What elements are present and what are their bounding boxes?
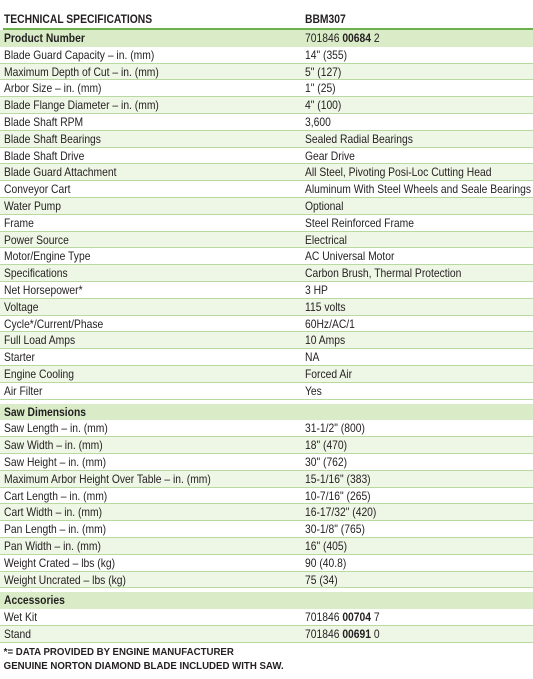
row-value: 10 Amps: [305, 333, 346, 348]
table-row: [0, 80, 533, 97]
row-label: Power Source: [4, 232, 69, 247]
table-row: [0, 299, 533, 316]
row-label: Maximum Depth of Cut – in. (mm): [4, 64, 159, 79]
row-label: Cycle*/Current/Phase: [4, 316, 104, 331]
row-label: Saw Height – in. (mm): [4, 454, 107, 469]
row-value: 30-1/8" (765): [305, 522, 365, 537]
row-value: 15-1/16" (383): [305, 471, 371, 486]
row-label: Wet Kit: [4, 610, 38, 625]
row-label: Cart Length – in. (mm): [4, 488, 108, 503]
row-value: Optional: [305, 198, 344, 213]
row-label: Blade Flange Diameter – in. (mm): [4, 98, 159, 113]
row-label: Motor/Engine Type: [4, 249, 91, 264]
row-label: Blade Shaft Drive: [4, 148, 85, 163]
table-row: [0, 504, 533, 521]
row-label: Pan Width – in. (mm): [4, 538, 101, 553]
row-label: Saw Length – in. (mm): [4, 421, 108, 436]
table-row: [0, 164, 533, 181]
table-row: [0, 555, 533, 572]
row-label: Stand: [4, 626, 31, 641]
row-value: 14" (355): [305, 47, 348, 62]
row-label: Saw Width – in. (mm): [4, 438, 103, 453]
row-value: 701846 00691 0: [305, 626, 380, 641]
footnote-engine: *= DATA PROVIDED BY ENGINE MANUFACTURER: [3, 645, 234, 658]
row-label: Blade Guard Capacity – in. (mm): [4, 47, 155, 62]
row-value: 30" (762): [305, 454, 348, 469]
accessories-table: [0, 609, 533, 643]
row-value: 3,600: [305, 114, 331, 129]
table-row: [0, 454, 533, 471]
row-value: Electrical: [305, 232, 347, 247]
saw-dimensions-heading: Saw Dimensions: [0, 404, 533, 421]
table-row: [0, 488, 533, 505]
table-row: [0, 282, 533, 299]
row-label: Pan Length – in. (mm): [4, 522, 107, 537]
row-value: AC Universal Motor: [305, 249, 395, 264]
table-row: [0, 383, 533, 400]
spec-header: [0, 10, 533, 28]
table-row: [0, 332, 533, 349]
saw-dimensions-table: [0, 420, 533, 588]
row-label: Frame: [4, 215, 34, 230]
row-label: Water Pump: [4, 198, 61, 213]
row-value: 75 (34): [305, 572, 338, 587]
table-row: [0, 248, 533, 265]
product-number-label: Product Number: [4, 31, 85, 45]
table-row: [0, 148, 533, 165]
row-value: 31-1/2" (800): [305, 421, 365, 436]
row-value: 18" (470): [305, 438, 348, 453]
row-value: 16" (405): [305, 538, 348, 553]
table-row: [0, 131, 533, 148]
table-row: [0, 181, 533, 198]
spec-table: [0, 47, 533, 400]
row-value: Steel Reinforced Frame: [305, 215, 414, 230]
row-label: Conveyor Cart: [4, 182, 71, 197]
row-value: 5" (127): [305, 64, 342, 79]
row-label: Engine Cooling: [4, 366, 75, 381]
table-row: [0, 198, 533, 215]
row-value: NA: [305, 350, 320, 365]
table-row: [0, 538, 533, 555]
row-value: Forced Air: [305, 366, 353, 381]
row-label: Net Horsepower*: [4, 282, 83, 297]
row-label: Arbor Size – in. (mm): [4, 81, 102, 96]
table-row: [0, 420, 533, 437]
row-label: Blade Guard Attachment: [4, 165, 117, 180]
row-label: Weight Uncrated – lbs (kg): [4, 572, 126, 587]
row-label: Starter: [4, 350, 35, 365]
table-row: [0, 366, 533, 383]
product-number-row: [0, 30, 533, 47]
row-value: Sealed Radial Bearings: [305, 131, 413, 146]
row-value: Aluminum With Steel Wheels and Seale Bearings: [305, 182, 532, 197]
table-row: [0, 97, 533, 114]
table-row: [0, 349, 533, 366]
row-label: Weight Crated – lbs (kg): [4, 555, 116, 570]
table-row: [0, 64, 533, 81]
table-row: [0, 265, 533, 282]
row-label: Voltage: [4, 299, 39, 314]
table-row: [0, 572, 533, 589]
table-row: [0, 316, 533, 333]
model-number: BBM307: [305, 12, 346, 26]
table-row: [0, 521, 533, 538]
table-row: [0, 215, 533, 232]
row-value: 16-17/32" (420): [305, 505, 377, 520]
table-row: [0, 437, 533, 454]
row-value: All Steel, Pivoting Posi-Loc Cutting Head: [305, 165, 492, 180]
row-value: 1" (25): [305, 81, 336, 96]
row-value: 4" (100): [305, 98, 342, 113]
accessories-heading: Accessories: [0, 592, 533, 609]
row-value: Gear Drive: [305, 148, 355, 163]
row-label: Specifications: [4, 266, 68, 281]
table-row: [0, 609, 533, 626]
row-label: Full Load Amps: [4, 333, 76, 348]
row-value: 90 (40.8): [305, 555, 347, 570]
table-row: [0, 471, 533, 488]
row-value: 115 volts: [305, 299, 346, 314]
product-number-value: 701846 00684 2: [305, 31, 380, 45]
table-row: [0, 626, 533, 643]
table-row: [0, 114, 533, 131]
row-label: Blade Shaft RPM: [4, 114, 84, 129]
row-value: 10-7/16" (265): [305, 488, 371, 503]
row-label: Air Filter: [4, 383, 43, 398]
row-value: Carbon Brush, Thermal Protection: [305, 266, 462, 281]
row-value: Yes: [305, 383, 322, 398]
row-value: 60Hz/AC/1: [305, 316, 355, 331]
table-row: [0, 232, 533, 249]
row-label: Blade Shaft Bearings: [4, 131, 101, 146]
table-row: [0, 47, 533, 64]
spec-title: TECHNICAL SPECIFICATIONS: [4, 12, 153, 26]
row-value: 701846 00704 7: [305, 610, 380, 625]
row-label: Maximum Arbor Height Over Table – in. (mm): [4, 471, 211, 486]
footnote-blade: GENUINE NORTON DIAMOND BLADE INCLUDED WITH SAW.: [3, 659, 284, 672]
row-value: 3 HP: [305, 282, 328, 297]
row-label: Cart Width – in. (mm): [4, 505, 103, 520]
